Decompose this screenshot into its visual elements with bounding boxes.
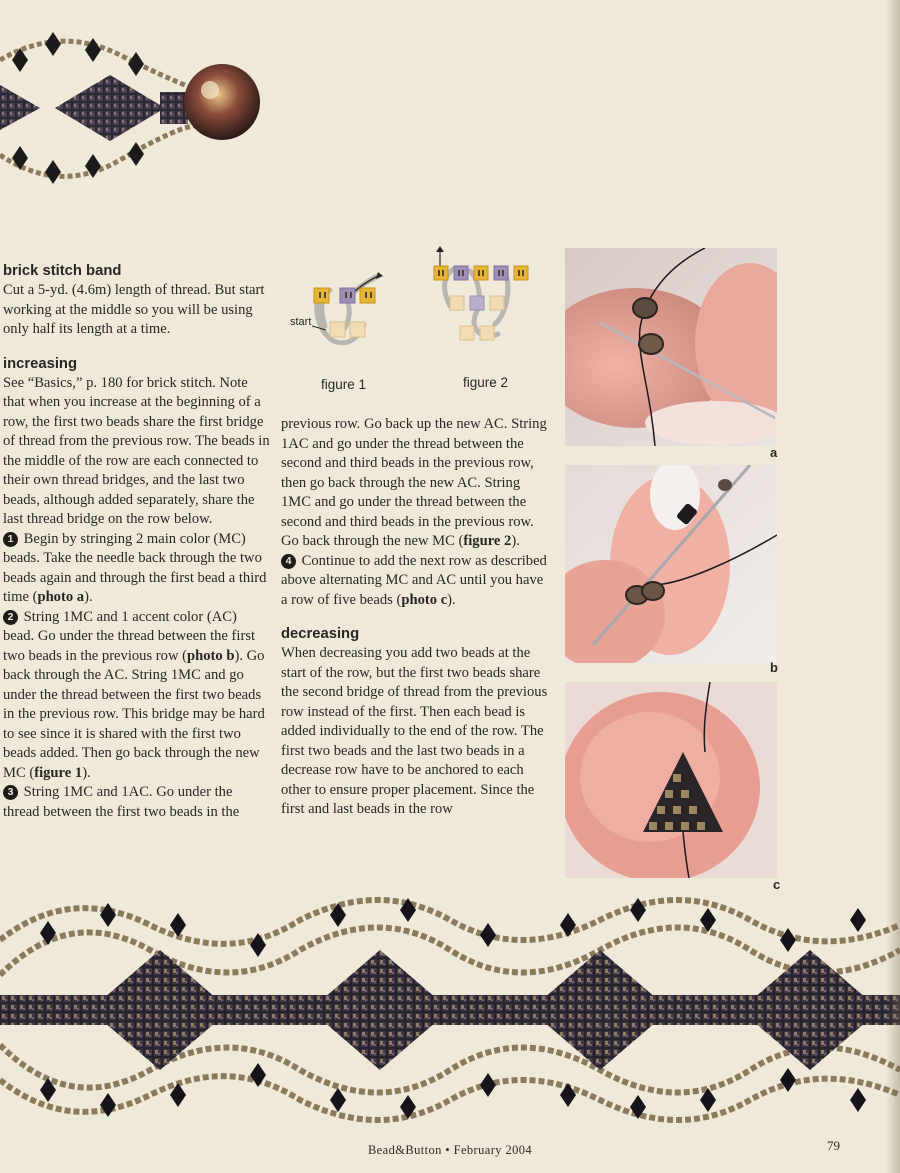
page-footer: Bead&Button • February 2004 [367,1143,533,1157]
beaded-band-photo [0,895,900,1125]
photo-c [565,682,777,878]
step-4-end: ). [447,591,456,608]
step-1-number: 1 [3,532,18,547]
step-3-text: String 1MC and 1AC. Go under the thread between the first two beads in the [3,784,240,820]
continued-ref: figure 2 [463,533,512,549]
step-4-text: Continue to add the next row as described above alternating MC and AC until you have a row of five beads ( [281,552,547,608]
figure-2-diagram [430,246,535,361]
step-2 [3,608,271,784]
step-1-end: ). [84,589,93,605]
decreasing-paragraph: When decreasing you add two beads at the start of the row, but the first two beads share the second bridge of thread from the previous row instead of the first. Then each bead is added individually to the end of the row. The first two beads and the last two beads in a decrease row have to be anchored to each other to ensure proper placement. Since the first and last beads in the row [281,645,548,817]
photo-b [565,465,777,663]
heading-increasing: increasing [3,355,78,372]
heading-decreasing: decreasing [281,626,360,642]
photo-a-label: a [770,445,778,460]
continued-paragraph [281,415,549,552]
step-1 [3,530,271,608]
step-3 [3,783,271,822]
step-4 [281,552,549,611]
increasing-paragraph: See “Basics,” p. 180 for brick stitch. Note that when you increase at the beginning of a row, the first two beads share the first bridge of thread from the previous row. The beads in the middle of the row are each connected to their own thread bridges, and the last two beads, although added separately, share the last thread bridge on the row below. [3,374,270,527]
bracelet-clasp-photo [0,30,275,200]
step-1-text: Begin by stringing 2 main color (MC) beads. Take the needle back through the two beads again and through the first bead a third time ( [3,530,267,605]
step-2-text-2: ). Go back through the AC. String 1MC and go under the thread between the first two beads in the previous row. This bridge may be hard to see since it is shared with the first two beads added. Then go back through the new MC ( [3,647,265,781]
text-column-left [3,262,271,822]
figure-2-caption: figure 2 [463,375,509,390]
continued-text: previous row. Go back up the new AC. String 1AC and go under the thread between the second and third beads in the previous row, then go back through the new AC. String 1MC and go under the thread between the second and third beads in the previous row. Go back through the new MC ( [281,416,547,549]
step-4-ref: photo c [401,591,448,608]
continued-end: ). [511,533,520,549]
text-column-middle [281,415,549,820]
binding-gutter [886,0,900,1173]
photo-b-label: b [770,660,778,675]
step-2-end: ). [82,764,91,781]
step-2-number: 2 [3,610,18,625]
step-3-number: 3 [3,785,18,800]
intro-paragraph: Cut a 5-yd. (4.6m) length of thread. But start working at the middle so you will be using only half its length at a time. [3,282,265,337]
heading-brick-stitch-band: brick stitch band [3,263,122,279]
step-2-text: String 1MC and 1 accent color (AC) bead. Go under the thread between the first two beads in the previous row ( [3,608,256,664]
step-2-ref-2: figure 1 [34,764,83,781]
photo-c-label: c [773,877,781,892]
photo-a [565,248,777,446]
step-2-ref: photo b [187,647,235,664]
figure-1-start-label: start [290,316,312,328]
page-number: 79 [827,1138,840,1153]
step-1-ref: photo a [37,589,85,605]
figure-1-caption: figure 1 [321,377,367,392]
step-4-number: 4 [281,554,296,569]
